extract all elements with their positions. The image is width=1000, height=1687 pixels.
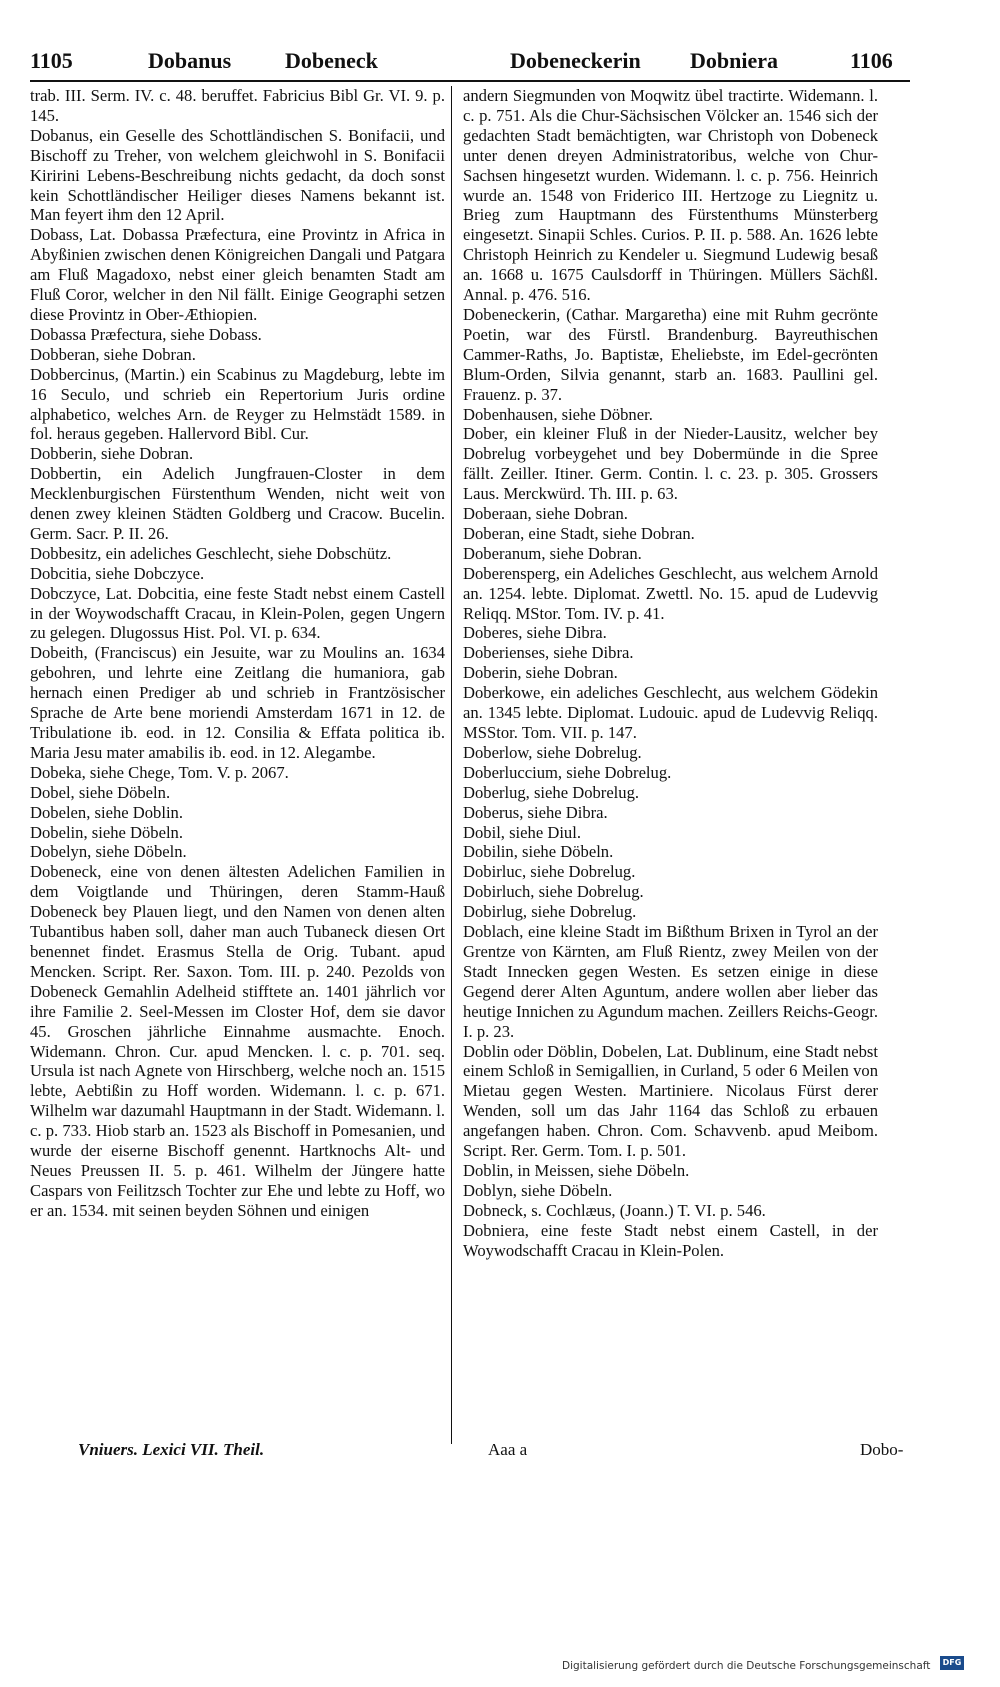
- dictionary-entry: Dobbertin, ein Adelich Jungfrauen-Closter in dem Mecklenburgischen Fürstenthum Wenden, nicht weit von denen zwey kleinen Städten Goldberg und Cracow. Bucelin. Germ. Sacr. P. II. 26.: [30, 464, 445, 543]
- dictionary-entry: Dobeneck, eine von denen ältesten Adelichen Familien in dem Voigtlande und Thüringen, deren Stamm-Hauß Dobeneck bey Plauen liegt, und den Namen von denen alten Tubantibus haben soll, daher man auch Tubaneck diesen Ort benennet findet. Erasmus Stella de Orig. Tubant. apud Mencken. Script. Rer. Saxon. Tom. III. p. 240. Pezolds von Dobeneck Gemahlin Adelheid stifftete an. 1401 jährlich vor ihre Familie 2. Seel-Messen im Closter Hof, dem sie davor 45. Groschen jährliche Einnahme ausmachte. Enoch. Widemann. Chron. Cur. apud Mencken. l. c. p. 701. seq. Ursula ist nach Agnete von Hirschberg, welche noch an. 1515 lebte, Aebtißin zu Hoff worden. Widemann. l. c. p. 671. Wilhelm war dazumahl Hauptmann in der Stadt. Widemann. l. c. p. 733. Hiob starb an. 1523 als Bischoff in Pomesanien, und wurde der eiserne Bischoff genennt. Hartknochs Alt- und Neues Preussen II. 5. p. 461. Wilhelm der Jüngere hatte Caspars von Feilitzsch Tochter zur Ehe und lebte zu Hoff, wo er an. 1534. mit seinen beyden Söhnen und einigen: [30, 862, 445, 1220]
- headword-4: Dobniera: [690, 48, 778, 73]
- dictionary-entry: Dobneck, s. Cochlæus, (Joann.) T. VI. p. 546.: [463, 1200, 766, 1220]
- dictionary-entry: Dobberan, siehe Dobran.: [30, 344, 196, 364]
- dictionary-entry: Doberlug, siehe Dobrelug.: [463, 782, 640, 802]
- dictionary-entry: Doberanum, siehe Dobran.: [463, 543, 642, 563]
- dictionary-entry: Doblin oder Döblin, Dobelen, Lat. Dublinum, eine Stadt nebst einem Schloß in Semigallien, in Curland, 5 oder 6 Meilen von Mietau gegen Westen. Martiniere. Nicolaus Fürst derer Wenden, soll um das Jahr 1164 das Schloß zu erbauen angefangen haben. Chron. Com. Schavvenb. apud Meibom. Script. Rer. Germ. Tom. I. p. 501.: [463, 1041, 878, 1161]
- dictionary-entry: Dobbercinus, (Martin.) ein Scabinus zu Magdeburg, lebte im 16 Seculo, und schrieb ein Repertorium Juris ordine alphabetico, welches Arn. de Reyger zu Helmstädt 1589. in fol. heraus gegeben. Hallervord Bibl. Cur.: [30, 364, 445, 444]
- catchword: Dobo-: [860, 1440, 904, 1459]
- dictionary-entry: Doberlow, siehe Dobrelug.: [463, 742, 642, 762]
- dictionary-entry: Doberes, siehe Dibra.: [463, 623, 607, 643]
- header-rule: [30, 80, 910, 82]
- dictionary-entry: Doblin, in Meissen, siehe Döbeln.: [463, 1160, 690, 1180]
- dictionary-entry: Doblyn, siehe Döbeln.: [463, 1180, 613, 1200]
- dictionary-entry: Dober, ein kleiner Fluß in der Nieder-Lausitz, welcher bey Dobrelug vorbeygehet und bey Dobermünde in die Spree fällt. Zeiller. Itiner. Germ. Contin. l. c. 23. p. 305. Grossers Laus. Merckwürd. Th. III. p. 63.: [463, 424, 878, 504]
- dictionary-entry: trab. III. Serm. IV. c. 48. beruffet. Fabricius Bibl Gr. VI. 9. p. 145.: [30, 86, 445, 125]
- dictionary-entry: Dobirluc, siehe Dobrelug.: [463, 862, 636, 882]
- dictionary-entry: Dobczyce, Lat. Dobcitia, eine feste Stadt nebst einem Castell in der Woywodschafft Cracau, in Klein-Polen, gegen Ungern zu gelegen. Dlugossus Hist. Pol. VI. p. 634.: [30, 583, 445, 643]
- volume-footer: Vniuers. Lexici VII. Theil.: [78, 1440, 265, 1459]
- page-number-left: 1105: [30, 48, 73, 73]
- dictionary-entry: Dobelyn, siehe Döbeln.: [30, 842, 187, 862]
- dictionary-entry: Doberus, siehe Dibra.: [463, 802, 608, 822]
- headword-1: Dobanus: [148, 48, 232, 73]
- page-number-right: 1106: [850, 48, 893, 73]
- dictionary-entry: Dobeka, siehe Chege, Tom. V. p. 2067.: [30, 762, 289, 782]
- dictionary-entry: Dobelin, siehe Döbeln.: [30, 822, 183, 842]
- dictionary-entry: Dobass, Lat. Dobassa Præfectura, eine Provintz in Africa in Abyßinien zwischen denen Königreichen Dangali und Patgara am Fluß Magadoxo, nebst einer gleich benamten Stadt am Fluß Coror, welcher in den Nil fällt. Einige Geographi setzen diese Provintz in Ober-Æthiopien.: [30, 225, 445, 324]
- dictionary-entry: Doberin, siehe Dobran.: [463, 663, 618, 683]
- dictionary-entry: Dobberin, siehe Dobran.: [30, 444, 194, 464]
- dictionary-entry: Doblach, eine kleine Stadt im Bißthum Brixen in Tyrol an der Grentze von Kärnten, am Fluß Rientz, zwey Meilen von der Stadt Innecken gegen Westen. Es setzen einige in diese Gegend derer Alten Aguntum, andere wollen aber lieber das heutige Innichen zu Agundum machen. Zeillers Reichs-Geogr. I. p. 23.: [463, 922, 878, 1041]
- dictionary-entry: Dobbesitz, ein adeliches Geschlecht, siehe Dobschütz.: [30, 543, 392, 563]
- dictionary-entry: Doberienses, siehe Dibra.: [463, 643, 634, 663]
- dictionary-entry: Doberan, eine Stadt, siehe Dobran.: [463, 523, 695, 543]
- left-column: [30, 86, 445, 1221]
- headword-2: Dobeneck: [285, 48, 378, 73]
- dictionary-entry: Dobirlug, siehe Dobrelug.: [463, 902, 637, 922]
- dictionary-entry: Dobel, siehe Döbeln.: [30, 782, 171, 802]
- dictionary-entry: Doberkowe, ein adeliches Geschlecht, aus welchem Gödekin an. 1345 lebte. Diplomat. Ludouic. apud de Ludevvig Reliqq. MSStor. Tom. VII. p. 147.: [463, 683, 878, 742]
- dictionary-entry: Dobil, siehe Diul.: [463, 822, 581, 842]
- running-header: [30, 48, 910, 82]
- dictionary-entry: Doberluccium, siehe Dobrelug.: [463, 762, 672, 782]
- signature-mark: Aaa a: [488, 1440, 528, 1459]
- dictionary-entry: Dobelen, siehe Doblin.: [30, 802, 183, 822]
- dfg-logo: DFG: [940, 1656, 964, 1670]
- dictionary-entry: Doberaan, siehe Dobran.: [463, 504, 628, 524]
- dictionary-entry: andern Siegmunden von Moqwitz übel tractirte. Widemann. l. c. p. 751. Als die Chur-Sächsischen Völcker an. 1546 sich der gedachten Stadt bemächtigten, war Christoph von Dobeneck unter denen dreyen Administratoribus, welche von Chur-Sachsen hingesetzt wurden. Widemann. l. c. p. 756. Heinrich wurde an. 1548 von Friderico III. Hertzoge zu Liegnitz u. Brieg zum Hauptmann des Fürstenthums Münsterberg eingesetzt. Sinapii Schles. Curios. P. II. p. 588. An. 1626 lebte Christoph Heinrich zu Kendeler u. Siegmund Ludewig besaß an. 1668 u. 1675 Caulsdorff in Thüringen. Müllers Sächßl. Annal. p. 476. 516.: [463, 86, 878, 305]
- dictionary-entry: Dobcitia, siehe Dobczyce.: [30, 563, 205, 583]
- dictionary-entry: Dobniera, eine feste Stadt nebst einem Castell, in der Woywodschafft Cracau in Klein-Polen.: [463, 1220, 878, 1260]
- digitization-credit: Digitalisierung gefördert durch die Deutsche Forschungsgemeinschaft: [562, 1660, 931, 1672]
- column-divider: [451, 86, 452, 1444]
- dictionary-entry: Dobirluch, siehe Dobrelug.: [463, 882, 644, 902]
- dictionary-entry: Dobanus, ein Geselle des Schottländischen S. Bonifacii, und Bischoff zu Treher, von welchem gleichwohl in S. Bonifacii Kiririni Lebens-Beschreibung nichts gedacht, da doch sonst kein Schottländischer Heiliger dieses Namens bekannt ist. Man feyert ihm den 12 April.: [30, 125, 445, 225]
- headword-3: Dobeneckerin: [510, 48, 641, 73]
- right-column: [463, 86, 878, 1260]
- dictionary-entry: Doberensperg, ein Adeliches Geschlecht, aus welchem Arnold an. 1254. lebte. Diplomat. Zwettl. No. 15. apud de Ludevvig Reliqq. MStor. Tom. IV. p. 41.: [463, 563, 878, 623]
- dictionary-entry: Dobenhausen, siehe Döbner.: [463, 404, 653, 424]
- dictionary-entry: Dobeith, (Franciscus) ein Jesuite, war zu Moulins an. 1634 gebohren, und lehrte eine Zeitlang die humaniora, gab hernach einen Prediger ab und schrieb in Frantzösischer Sprache de Arte bene moriendi Amsterdam 1671 in 12. de Tribulatione ib. eod. in 12. Consilia & Effata politica ib. Maria Jesu mater amabilis ib. eod. in 12. Alegambe.: [30, 643, 445, 762]
- dictionary-entry: Dobassa Præfectura, siehe Dobass.: [30, 324, 262, 344]
- dictionary-entry: Dobilin, siehe Döbeln.: [463, 842, 614, 862]
- dictionary-entry: Dobeneckerin, (Cathar. Margaretha) eine mit Ruhm gecrönte Poetin, war des Fürstl. Brandenburg. Bayreuthischen Cammer-Raths, Jo. Baptistæ, Eheliebste, im Edel-gecrönten Blum-Orden, Silvia genannt, starb an. 1683. Paullini gel. Frauenz. p. 37.: [463, 304, 878, 404]
